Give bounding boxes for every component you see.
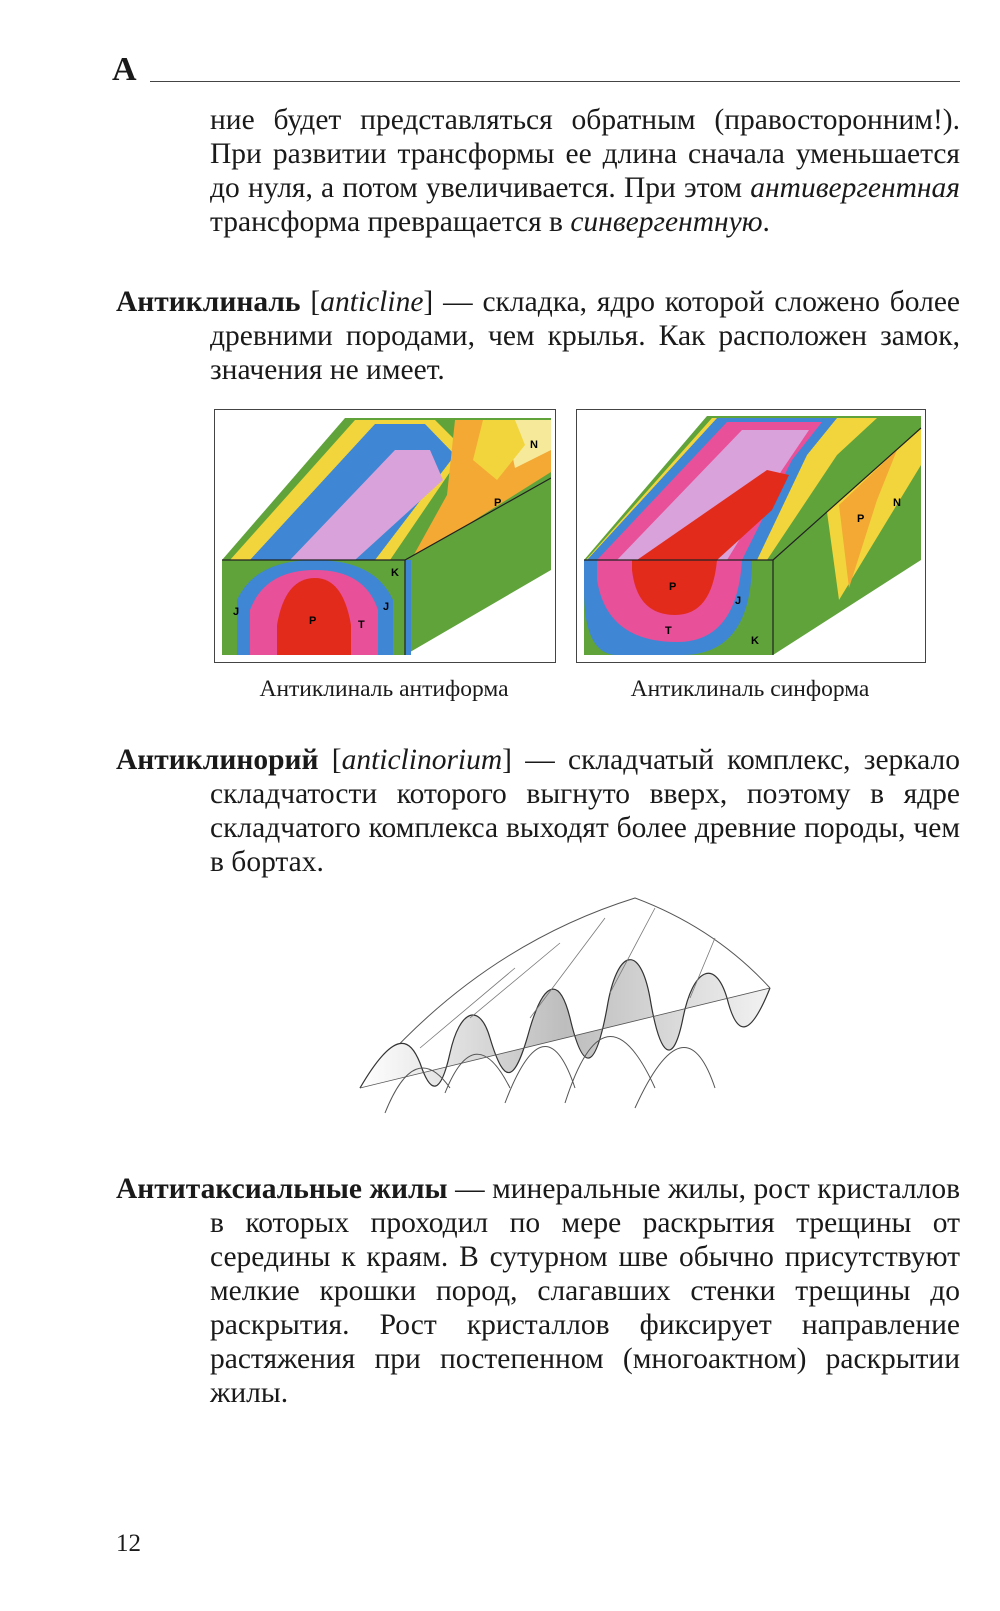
bracket-close: ] <box>423 286 434 318</box>
synform-label-N: N <box>893 497 901 509</box>
bracket-open: [ <box>318 744 342 776</box>
italic-term-antivergent: антивергентная <box>750 172 960 204</box>
anticlinorium-fold-diagram <box>355 888 785 1128</box>
entry-term: Антиклиналь <box>116 286 301 318</box>
bracket-close: ] <box>502 744 512 776</box>
antiform-label-N: N <box>530 439 538 451</box>
antiform-label-K: K <box>391 567 399 579</box>
entry-definition: — минеральные жилы, рост кристаллов в которых проходил по мере раскрытия трещины от середины к краям. В сутурном шве обычно присутствуют мелкие крошки пород, слагавших стенки трещины до раскрытия. Рост кристаллов фиксирует направление растяжения при постепенном (многоактном) раскрытии жилы. <box>210 1173 960 1409</box>
continuation-text-2: трансформа превращается в <box>210 206 571 238</box>
entry-term: Антиклинорий <box>116 744 319 776</box>
antiform-label-J-right: J <box>383 601 390 613</box>
caption-synform: Антиклиналь синформа <box>630 676 870 702</box>
antiform-label-P-top: P <box>494 497 502 509</box>
running-header-letter: А <box>112 51 137 88</box>
synform-label-K: K <box>751 635 759 647</box>
continuation-text-3: . <box>762 206 770 238</box>
fold-surface <box>360 960 770 1088</box>
header-rule <box>150 81 960 82</box>
entry-term: Антитаксиальные жилы <box>116 1173 448 1205</box>
page-number: 12 <box>116 1530 141 1557</box>
continuation-text-1: ние будет представляться обратным (правосторонним!). При развитии трансформы ее длина сначала уменьшается до нуля, а потом увеличивается. При этом <box>210 104 960 204</box>
italic-term-synvergent: синвергентную <box>570 206 763 238</box>
continuation-paragraph <box>210 103 960 239</box>
caption-antiform: Антиклиналь антиформа <box>259 676 509 702</box>
synform-label-T: T <box>665 625 672 637</box>
entry-anticlinorium <box>116 743 960 879</box>
antiform-label-J-left: J <box>233 606 240 618</box>
entry-anticline <box>116 285 960 387</box>
entry-definition: — складка, ядро которой сложено более древними породами, чем крылья. Как расположен замок, значения не имеет. <box>210 286 961 386</box>
synform-block-diagram <box>577 410 925 662</box>
antiform-label-T: T <box>358 619 365 631</box>
english-term: anticlinorium <box>341 744 503 776</box>
crest-line-3 <box>530 918 605 1018</box>
synform-label-J: J <box>735 595 742 607</box>
antiform-label-P-core: P <box>309 615 317 627</box>
entry-antitaxial-veins <box>116 1172 960 1410</box>
antiform-side-blue <box>405 560 411 655</box>
synform-label-P-core: P <box>669 581 677 593</box>
figure-anticlinorium <box>355 888 785 1128</box>
figure-anticline-synform <box>576 409 926 663</box>
synform-label-P-top: P <box>857 513 865 525</box>
figure-anticline-antiform <box>214 409 556 663</box>
english-term: anticline <box>320 286 424 318</box>
antiform-block-diagram <box>215 410 555 662</box>
bracket-open: [ <box>300 286 321 318</box>
entry-definition: — складчатый комплекс, зеркало складчатости которого выгнуто вверх, поэтому в ядре складчатого комплекса выходят более древние породы, чем в бортах. <box>210 744 960 878</box>
